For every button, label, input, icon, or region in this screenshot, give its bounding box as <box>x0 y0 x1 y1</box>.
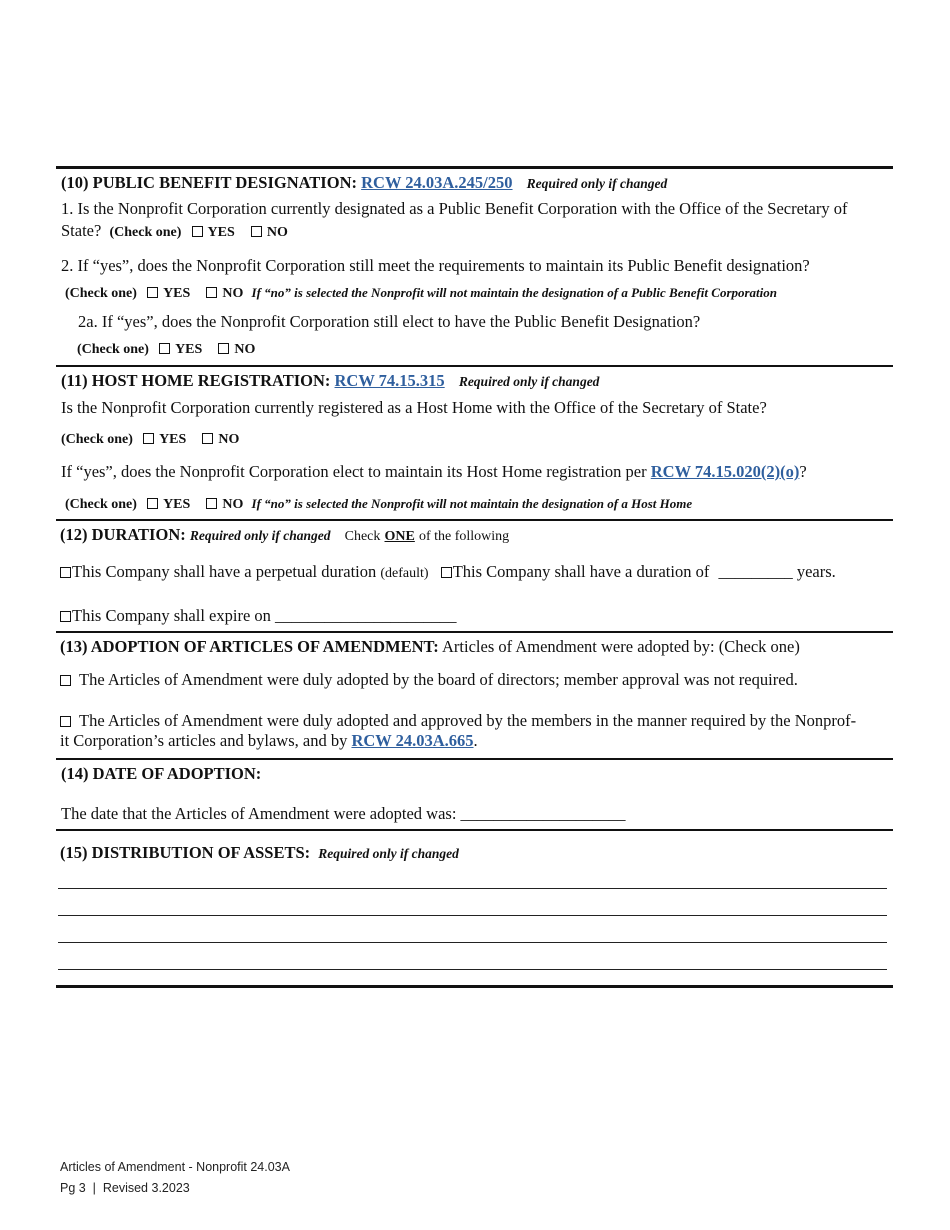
yes-label: YES <box>163 497 191 512</box>
yes-label: YES <box>163 286 191 301</box>
board-adopted-label: The Articles of Amendment were duly adopted by the board of directors; member approval was not required. <box>79 670 798 689</box>
section-divider <box>56 631 893 633</box>
host-q2-no-checkbox[interactable] <box>206 498 217 509</box>
adoption-date-label: The date that the Articles of Amendment were adopted was: <box>61 804 457 823</box>
q2-note: If “no” is selected the Nonprofit will not maintain the designation of a Public Benefit Corporation <box>251 285 778 300</box>
section-divider <box>56 365 893 367</box>
required-note: Required only if changed <box>458 374 600 389</box>
members-adopted-label-b: it Corporation’s articles and bylaws, and by <box>60 731 348 750</box>
distribution-write-line[interactable] <box>58 915 887 916</box>
section-13-header <box>60 637 800 657</box>
q2-row <box>65 282 777 302</box>
q1-row <box>61 221 288 241</box>
check-one-label: (Check one) <box>65 286 137 301</box>
section-10-title: (10) PUBLIC BENEFIT DESIGNATION: <box>61 173 357 192</box>
rcw-74-15-020-link[interactable]: RCW 74.15.020(2)(o) <box>650 462 800 481</box>
expire-checkbox[interactable] <box>60 611 71 622</box>
q2a-row <box>77 338 255 358</box>
q2-no-checkbox[interactable] <box>206 287 217 298</box>
check-one-label: (Check one) <box>77 342 149 357</box>
check-one-label: (Check one) <box>109 225 182 240</box>
adoption-option-2-cont <box>60 731 478 751</box>
q2a-no-checkbox[interactable] <box>218 343 229 354</box>
host-q2-row-text <box>61 462 807 482</box>
host-q1-text: Is the Nonprofit Corporation currently registered as a Host Home with the Office of the Secretary of State? <box>61 398 767 417</box>
section-divider <box>56 519 893 521</box>
yes-label: YES <box>207 225 235 240</box>
no-label: NO <box>222 286 244 301</box>
q2a-text: 2a. If “yes”, does the Nonprofit Corporation still elect to have the Public Benefit Designation? <box>78 312 701 331</box>
section-12-header <box>60 525 509 545</box>
q2-text: 2. If “yes”, does the Nonprofit Corporation still meet the requirements to maintain its Public Benefit designation? <box>61 256 810 275</box>
section-14-title: (14) DATE OF ADOPTION: <box>61 764 262 783</box>
adoption-option-2 <box>60 711 856 731</box>
no-label: NO <box>234 342 256 357</box>
default-label: (default) <box>380 566 429 581</box>
section-11-title: (11) HOST HOME REGISTRATION: <box>61 371 331 390</box>
no-label: NO <box>266 225 288 240</box>
duration-years-blank[interactable]: _________ <box>718 562 793 581</box>
host-q2-note: If “no” is selected the Nonprofit will not maintain the designation of a Host Home <box>251 496 693 511</box>
yes-label: YES <box>175 342 203 357</box>
yes-label: YES <box>159 432 187 447</box>
host-q1-yes-checkbox[interactable] <box>143 433 154 444</box>
host-q2-end: ? <box>799 462 807 481</box>
host-q2-row <box>65 493 692 513</box>
perpetual-duration-label: This Company shall have a perpetual duration <box>72 562 377 581</box>
q1-no-checkbox[interactable] <box>251 226 262 237</box>
section-12-title: (12) DURATION: <box>60 525 186 544</box>
rcw-74-15-315-link[interactable]: RCW 74.15.315 <box>334 371 445 390</box>
required-note: Required only if changed <box>318 846 459 861</box>
section-divider <box>56 758 893 760</box>
check-one-label: (Check one) <box>61 432 133 447</box>
check-instruction-one: ONE <box>384 529 415 544</box>
duration-years-unit: years. <box>796 562 836 581</box>
host-q1-no-checkbox[interactable] <box>202 433 213 444</box>
check-instruction-post: of the following <box>418 529 510 544</box>
host-q1-row <box>61 428 239 448</box>
distribution-write-line[interactable] <box>58 942 887 943</box>
adoption-date-row <box>61 804 626 824</box>
adoption-option-1 <box>60 670 798 690</box>
expire-option-row <box>60 606 457 626</box>
duration-years-label: This Company shall have a duration of <box>452 562 710 581</box>
required-note: Required only if changed <box>189 528 331 543</box>
adoption-date-blank[interactable]: ____________________ <box>460 804 626 823</box>
section-13-intro: Articles of Amendment were adopted by: (Check one) <box>442 637 800 656</box>
expire-label: This Company shall expire on <box>72 606 271 625</box>
required-note: Required only if changed <box>526 176 668 191</box>
section-divider <box>56 166 893 169</box>
host-q2-text: If “yes”, does the Nonprofit Corporation elect to maintain its Host Home registration per <box>61 462 647 481</box>
q1-text-b: State? <box>61 221 102 240</box>
q2-yes-checkbox[interactable] <box>147 287 158 298</box>
q1-text-a: 1. Is the Nonprofit Corporation currently designated as a Public Benefit Corporation with the Office of the Secretary of <box>61 199 848 218</box>
board-adopted-checkbox[interactable] <box>60 675 71 686</box>
q1-yes-checkbox[interactable] <box>192 226 203 237</box>
section-divider <box>56 985 893 988</box>
footer-page-revision: Pg 3 | Revised 3.2023 <box>60 1181 190 1195</box>
section-15-title: (15) DISTRIBUTION OF ASSETS: <box>60 843 311 862</box>
host-q2-yes-checkbox[interactable] <box>147 498 158 509</box>
distribution-write-line[interactable] <box>58 888 887 889</box>
members-adopted-end: . <box>473 731 478 750</box>
check-instruction-pre: Check <box>344 529 381 544</box>
section-13-title: (13) ADOPTION OF ARTICLES OF AMENDMENT: <box>60 637 439 656</box>
expire-date-blank[interactable]: ______________________ <box>275 606 457 625</box>
section-divider <box>56 829 893 831</box>
no-label: NO <box>222 497 244 512</box>
distribution-write-line[interactable] <box>58 969 887 970</box>
rcw-24-03a-665-link[interactable]: RCW 24.03A.665 <box>351 731 474 750</box>
footer-form-name: Articles of Amendment - Nonprofit 24.03A <box>60 1160 290 1174</box>
no-label: NO <box>218 432 240 447</box>
check-one-label: (Check one) <box>65 497 137 512</box>
perpetual-duration-checkbox[interactable] <box>60 567 71 578</box>
members-adopted-checkbox[interactable] <box>60 716 71 727</box>
section-11-header <box>61 371 599 391</box>
q2a-yes-checkbox[interactable] <box>159 343 170 354</box>
duration-options-row <box>60 562 836 582</box>
members-adopted-label-a: The Articles of Amendment were duly adopted and approved by the members in the manner required by the Nonprof- <box>79 711 857 730</box>
section-10-header <box>61 173 667 193</box>
rcw-24-03a-245-link[interactable]: RCW 24.03A.245/250 <box>361 173 513 192</box>
section-15-header <box>60 843 459 863</box>
duration-years-checkbox[interactable] <box>441 567 452 578</box>
